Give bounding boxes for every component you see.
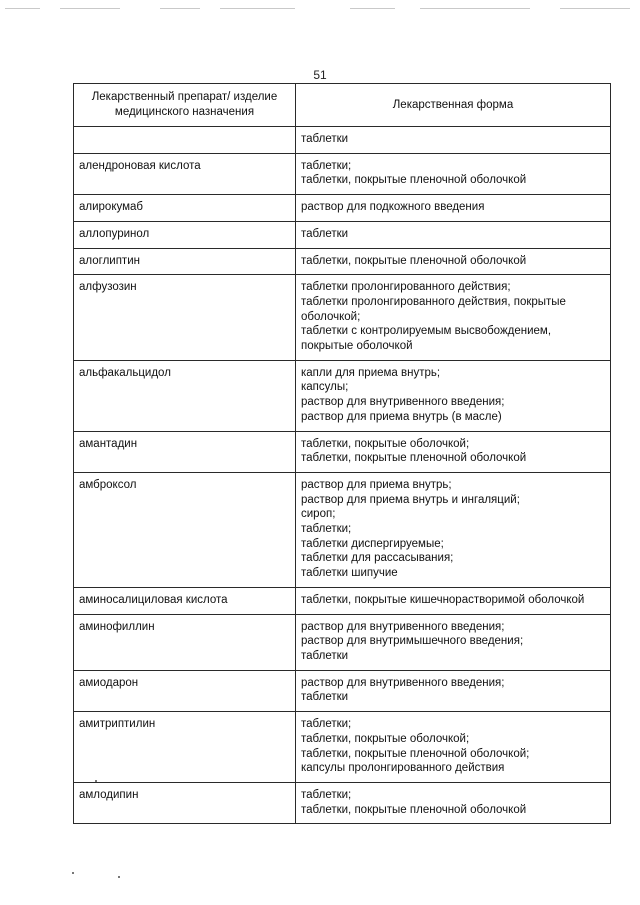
dosage-form-cell [296,670,611,711]
dosage-form-cell [296,195,611,222]
dosage-form-cell [296,472,611,587]
table-row [74,782,611,823]
column-header-form: Лекарственная форма [296,84,611,127]
scan-speck [95,780,97,782]
table-row [74,670,611,711]
table-row [74,221,611,248]
dosage-form-line: таблетки, покрытые пленочной оболочкой; [301,747,530,760]
dosage-form-line: таблетки; [301,788,352,801]
dosage-form-line: таблетки пролонгированного действия; [301,281,511,294]
scan-speck [118,876,120,878]
drug-name-cell: амитриптилин [74,712,296,783]
dosage-form-line: таблетки, покрытые кишечнорастворимой оболочкой [301,593,585,606]
drug-name-cell [74,127,296,154]
scan-artifact-line [420,8,530,9]
table-row [74,127,611,154]
scan-artifact-line [5,8,40,9]
drug-name-cell: альфакальцидол [74,360,296,431]
dosage-form-line: таблетки [301,133,349,145]
dosage-form-line: таблетки, покрытые оболочкой; [301,437,470,450]
dosage-form-line: таблетки; [301,523,352,536]
dosage-form-line: раствор для приема внутрь (в масле) [301,410,502,423]
drug-table [73,83,611,824]
dosage-form-cell [296,431,611,472]
dosage-form-line: таблетки [301,691,349,704]
drug-name-cell: аминофиллин [74,614,296,670]
scan-artifact-line [220,8,295,9]
dosage-form-line: таблетки, покрытые пленочной оболочкой [301,452,527,465]
dosage-form-line: раствор для приема внутрь и ингаляций; [301,493,520,506]
table-row [74,587,611,614]
drug-name-cell: аллопуринол [74,221,296,248]
table-row [74,153,611,194]
dosage-form-line: раствор для внутримышечного введения; [301,635,524,648]
scan-artifact-line [560,8,630,9]
dosage-form-cell [296,587,611,614]
dosage-form-line: таблетки [301,227,349,240]
dosage-form-line: таблетки [301,649,349,662]
dosage-form-line: капсулы; [301,381,349,394]
dosage-form-cell [296,127,611,154]
dosage-form-line: таблетки диспергируемые; [301,537,444,550]
table-row [74,360,611,431]
dosage-form-line: раствор для приема внутрь; [301,478,452,491]
table-body [74,127,611,824]
page-number: 51 [313,68,327,82]
dosage-form-cell [296,360,611,431]
scan-speck [72,872,74,874]
dosage-form-cell [296,248,611,275]
table-row [74,472,611,587]
dosage-form-line: раствор для внутривенного введения; [301,676,505,689]
dosage-form-cell [296,221,611,248]
dosage-form-line: таблетки, покрытые пленочной оболочкой [301,803,527,816]
dosage-form-line: таблетки, покрытые пленочной оболочкой [301,174,527,187]
scan-artifact-line [350,8,395,9]
dosage-form-line: раствор для подкожного введения [301,201,485,214]
dosage-form-cell [296,712,611,783]
dosage-form-line: таблетки с контролируемым высвобождением, покрытые оболочкой [301,325,552,353]
drug-name-cell: амброксол [74,472,296,587]
column-header-drug: Лекарственный препарат/ изделие медицинского назначения [74,84,296,127]
dosage-form-line: таблетки для рассасывания; [301,552,454,565]
dosage-form-cell [296,153,611,194]
drug-name-cell: аминосалициловая кислота [74,587,296,614]
dosage-form-cell [296,275,611,361]
table-row [74,248,611,275]
dosage-form-line: сироп; [301,508,336,521]
dosage-form-cell [296,782,611,823]
dosage-form-line: таблетки; [301,159,352,172]
drug-name-cell: амиодарон [74,670,296,711]
dosage-form-line: таблетки; [301,718,352,731]
dosage-form-line: раствор для внутривенного введения; [301,620,505,633]
table-row [74,712,611,783]
table-row [74,275,611,361]
dosage-form-line: раствор для внутривенного введения; [301,396,505,409]
table-header-row [74,84,611,127]
scan-artifact-line [160,8,200,9]
drug-name-cell: алирокумаб [74,195,296,222]
dosage-form-line: таблетки, покрытые пленочной оболочкой [301,254,527,267]
drug-name-cell: алфузозин [74,275,296,361]
dosage-form-line: капсулы пролонгированного действия [301,762,505,775]
table-row [74,614,611,670]
scan-artifact-line [60,8,120,9]
dosage-form-cell [296,614,611,670]
table-row [74,195,611,222]
dosage-form-line: таблетки пролонгированного действия, покрытые оболочкой; [301,295,566,323]
table-row [74,431,611,472]
drug-name-cell: амлодипин [74,782,296,823]
drug-name-cell: алендроновая кислота [74,153,296,194]
drug-name-cell: амантадин [74,431,296,472]
drug-name-cell: алоглиптин [74,248,296,275]
dosage-form-line: таблетки шипучие [301,567,398,580]
dosage-form-line: таблетки, покрытые оболочкой; [301,732,470,745]
dosage-form-line: капли для приема внутрь; [301,366,441,379]
